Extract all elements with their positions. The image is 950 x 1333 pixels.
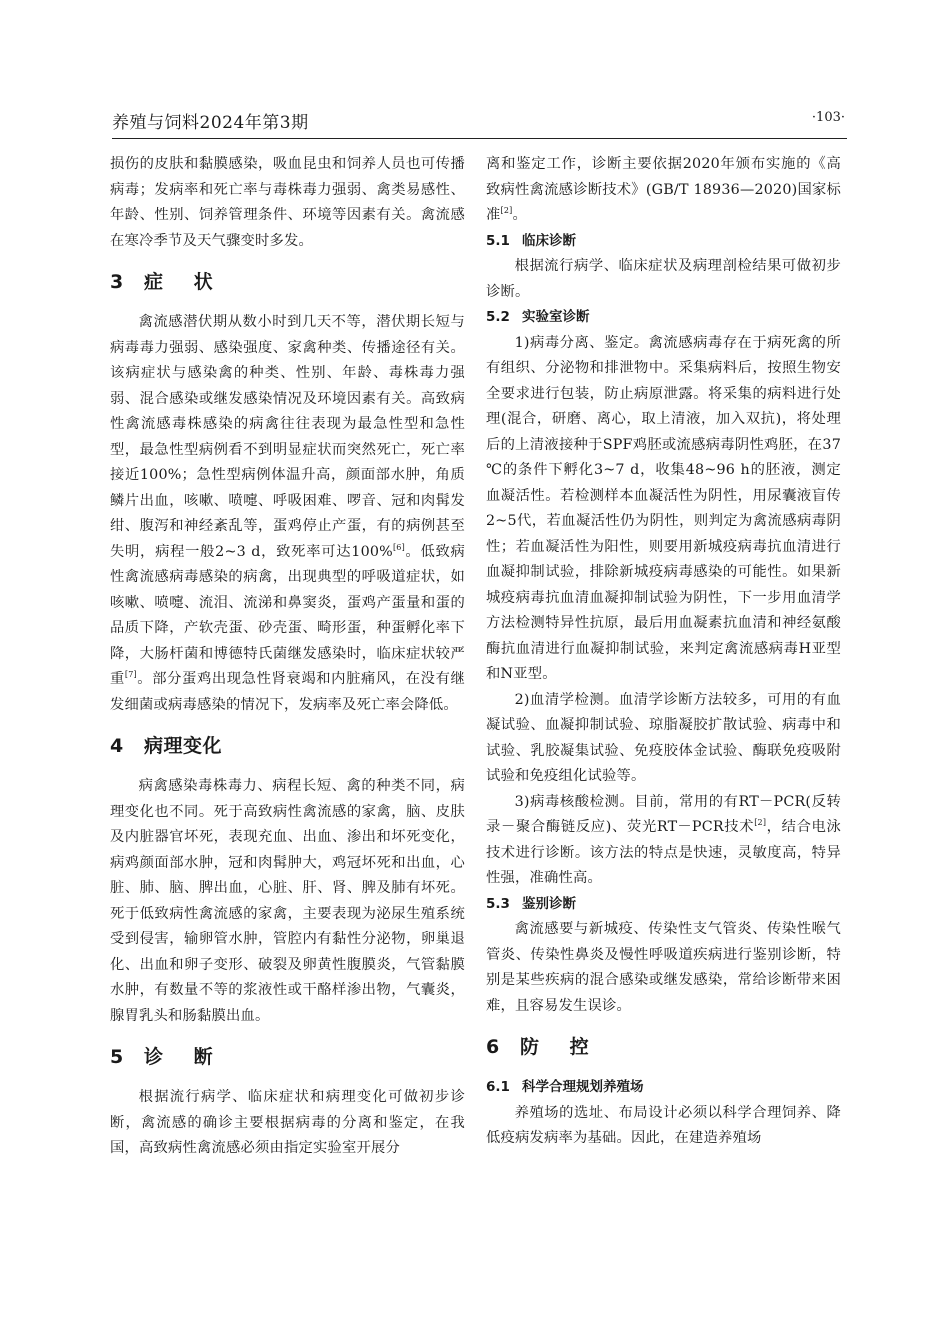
subsection-number: 6.1: [486, 1079, 510, 1095]
text-run: 3)病毒核酸检测。目前，常用的有RT－PCR(反转录－聚合酶链反应)、荧光RT－PCR技术: [486, 793, 841, 835]
section-number: 3: [110, 271, 124, 293]
subsection-title: 鉴别诊断: [522, 895, 576, 912]
subsection-number: 5.1: [486, 232, 510, 249]
subsection-6-1-heading: [486, 1075, 841, 1101]
section-6-heading: [486, 1019, 841, 1075]
left-column: [110, 152, 465, 1162]
section-title: 防 控: [520, 1036, 601, 1058]
nucleic-acid-paragraph: [486, 790, 841, 892]
section-title: 病理变化: [144, 735, 223, 757]
diagnosis-paragraph: 根据流行病学、临床症状和病理变化可做初步诊断，禽流感的确诊主要根据病毒的分离和鉴定，在我国，高致病性禽流感必须由指定实验室开展分: [110, 1089, 465, 1156]
symptoms-paragraph: [110, 310, 465, 718]
section-number: 5: [110, 1046, 124, 1068]
subsection-title: 临床诊断: [522, 232, 576, 249]
citation: [2]: [754, 818, 767, 828]
right-column: [486, 152, 841, 1152]
page-number: ·103·: [811, 110, 845, 125]
diagnosis-continued-paragraph: [486, 152, 841, 229]
section-number: 4: [110, 735, 124, 757]
running-header: [112, 108, 845, 142]
subsection-5-1-heading: [486, 229, 841, 255]
text-run: ，结合电泳技术进行诊断。该方法的特点是快速，灵敏度高，特异性强，准确性高。: [486, 819, 842, 886]
citation: [6]: [392, 542, 405, 552]
section-4-heading: [110, 718, 465, 774]
differential-diagnosis-paragraph: 禽流感要与新城疫、传染性支气管炎、传染性喉气管炎、传染性鼻炎及慢性呼吸道疾病进行鉴别诊断，特别是某些疾病的混合感染或继发感染，常给诊断带来困难，且容易发生误诊。: [486, 921, 841, 1014]
intro-paragraph: 损伤的皮肤和黏膜感染，吸血昆虫和饲养人员也可传播病毒；发病率和死亡率与毒株毒力强弱、禽类易感性、年龄、性别、饲养管理条件、环境等因素有关。禽流感在寒冷季节及天气骤变时多发。: [110, 156, 465, 249]
citation: [2]: [500, 206, 513, 216]
virus-isolation-paragraph: 1)病毒分离、鉴定。禽流感病毒存在于病死禽的所有组织、分泌物和排泄物中。采集病料后，按照生物安全要求进行包装，防止病原泄露。将采集的病料进行处理(混合，研磨、离心，取上清液，加入双抗)，将处理后的上清液接种于SPF鸡胚或流感病毒阴性鸡胚，在37 ℃的条件下孵化3~7 d，收集48~96 h的胚液，测定血凝活性。若检测样本血凝活性为阴性，用尿囊液盲传2~5代，若血凝活性仍为阴性，则判定为禽流感病毒阴性；若血凝活性为阳性，则要用新城疫病毒抗血清进行血凝抑制试验，排除新城疫病毒感染的可能性。如果新城疫病毒抗血清血凝抑制试验为阴性，下一步用血清学方法检测特异性抗原，最后用血凝素抗血清和神经氨酸酶抗血清进行血凝抑制试验，来判定禽流感病毒H亚型和N亚型。: [486, 334, 841, 682]
subsection-number: 5.2: [486, 309, 510, 325]
subsection-title: 科学合理规划养殖场: [522, 1079, 644, 1095]
subsection-5-3-heading: [486, 892, 841, 918]
text-run: 。: [512, 207, 527, 223]
section-title: 诊 断: [144, 1046, 225, 1068]
section-5-heading: [110, 1029, 465, 1085]
section-number: 6: [486, 1036, 500, 1058]
text-run: 离和鉴定工作，诊断主要依据2020年颁布实施的《高致病性禽流感诊断技术》(GB/T 18936—2020)国家标准: [486, 156, 841, 223]
section-3-heading: [110, 254, 465, 310]
subsection-number: 5.3: [486, 895, 510, 912]
text-run: 。低致病性禽流感病毒感染的病禽，出现典型的呼吸道症状，如咳嗽、喷嚏、流泪、流涕和鼻窦炎，蛋鸡产蛋量和蛋的品质下降，产软壳蛋、砂壳蛋、畸形蛋，种蛋孵化率下降，大肠杆菌和博德特氏菌继发感染时，临床症状较严重: [110, 543, 465, 687]
header-rule: [112, 138, 847, 139]
citation: [7]: [124, 670, 137, 680]
journal-issue-title: 养殖与饲料2024年第3期: [112, 113, 309, 133]
subsection-title: 实验室诊断: [522, 309, 590, 325]
pathology-paragraph: 病禽感染毒株毒力、病程长短、禽的种类不同，病理变化也不同。死于高致病性禽流感的家禽，脑、皮肤及内脏器官坏死，表现充血、出血、渗出和坏死变化，病鸡颜面部水肿，冠和肉髯肿大，鸡冠坏死和出血，心脏、肺、脑、脾出血，心脏、肝、肾、脾及肺有坏死。死于低致病性禽流感的家禽，主要表现为泌尿生殖系统受到侵害，输卵管水肿，管腔内有黏性分泌物，卵巢退化、出血和卵子变形、破裂及卵黄性腹膜炎，气管黏膜水肿，有数量不等的浆液性或干酪样渗出物，气囊炎，腺胃乳头和肠黏膜出血。: [110, 778, 465, 1024]
text-run: 禽流感潜伏期从数小时到几天不等，潜伏期长短与病毒毒力强弱、感染强度、家禽种类、传播途径有关。该病症状与感染禽的种类、性别、年龄、毒株毒力强弱、混合感染或继发感染情况及环境因素有关。高致病性禽流感毒株感染的病禽往往表现为最急性型和急性型，最急性型病例看不到明显症状而突然死亡，死亡率接近100%；急性型病例体温升高，颜面部水肿，角质鳞片出血，咳嗽、喷嚏、呼吸困难、啰音、冠和肉髯发绀、腹泻和神经紊乱等，蛋鸡停止产蛋，有的病例甚至失明，病程一般2~3 d，致死率可达100%: [110, 314, 465, 560]
section-title: 症 状: [144, 271, 225, 293]
subsection-5-2-heading: [486, 305, 841, 331]
farm-planning-paragraph: 养殖场的选址、布局设计必须以科学合理饲养、降低疫病发病率为基础。因此，在建造养殖场: [486, 1104, 841, 1146]
text-run: 。部分蛋鸡出现急性肾衰竭和内脏痛风，在没有继发细菌或病毒感染的情况下，发病率及死亡率会降低。: [110, 671, 465, 713]
serology-paragraph: 2)血清学检测。血清学诊断方法较多，可用的有血凝试验、血凝抑制试验、琼脂凝胶扩散试验、病毒中和试验、乳胶凝集试验、免疫胶体金试验、酶联免疫吸附试验和免疫组化试验等。: [486, 691, 841, 784]
clinical-diagnosis-paragraph: 根据流行病学、临床症状及病理剖检结果可做初步诊断。: [486, 258, 841, 300]
